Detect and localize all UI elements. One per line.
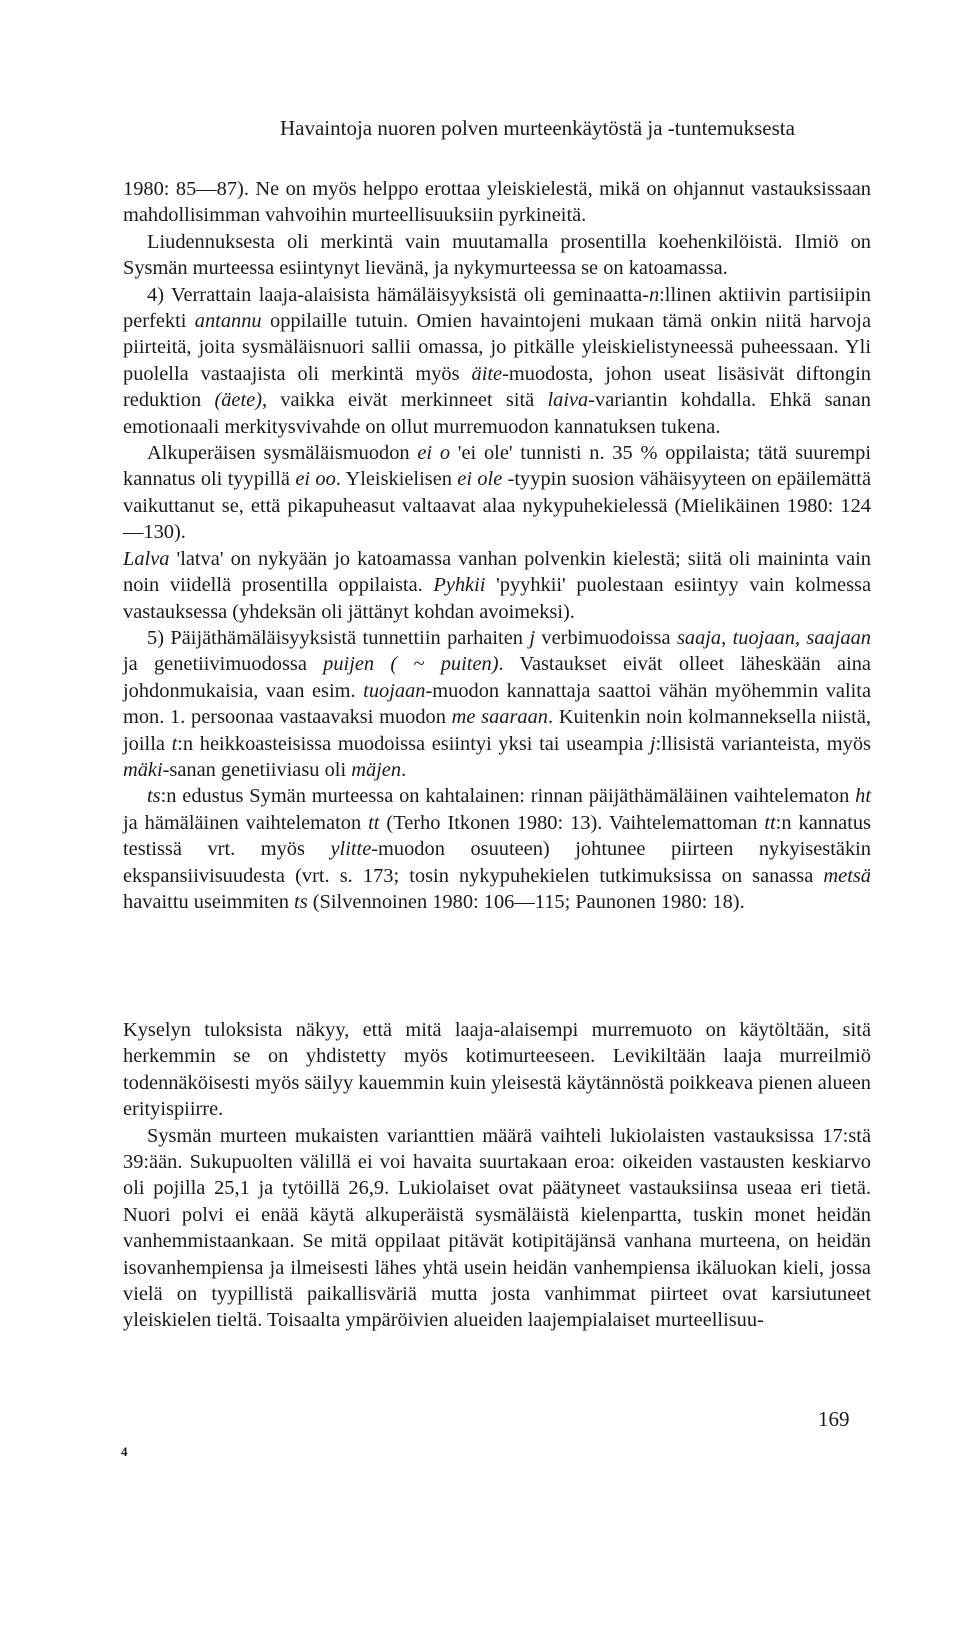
note-paragraph bbox=[123, 783, 871, 915]
italic-term: mäki bbox=[123, 758, 163, 781]
text-run: 5) Päijäthämäläisyyksistä tunnettiin parhaiten bbox=[147, 626, 530, 649]
body-paragraph bbox=[123, 1123, 871, 1334]
text-run: 'latva' on nykyään jo katoamassa vanhan polvenkin kielestä; siitä oli maininta vain noin viidellä prosentilla oppilaista. bbox=[123, 547, 871, 597]
note-paragraph bbox=[123, 546, 871, 625]
note-paragraph bbox=[123, 282, 871, 440]
text-run: Liudennuksesta oli merkintä vain muutamalla prosentilla koehenkilöistä. Ilmiö on Sysmän murteessa esiintynyt lievänä, ja nykymurteessa se on katoamassa. bbox=[123, 230, 871, 280]
page-number: 169 bbox=[818, 1407, 850, 1431]
text-run: -muodon osuuteen) johtunee piirteen nykyisestäkin ekspansiivisuudesta (vrt. s. 173; tosin nykypuhekielen tutkimuksissa on sanassa bbox=[123, 838, 871, 887]
italic-term: Lalva bbox=[123, 547, 170, 570]
text-run: 1980: 85—87). Ne on myös helppo erottaa yleiskielestä, mikä on ohjannut vastauksissaan mahdollisimman vahvoihin murteellisuuksiin pyrkineitä. bbox=[123, 178, 871, 227]
italic-term: ei ole bbox=[457, 468, 503, 491]
italic-term: j bbox=[529, 626, 536, 649]
italic-term: me saaraan bbox=[451, 706, 549, 729]
text-run: :llinen aktiivin partisiipin perfekti bbox=[123, 283, 871, 333]
text-run: -variantin kohdalla. Ehkä sanan emotionaali merkitysvivahde on ollut murremuodon kannatuksen tukena. bbox=[123, 389, 871, 438]
note-paragraph bbox=[123, 229, 871, 282]
text-run: , vaikka eivät merkinneet sitä bbox=[261, 389, 548, 412]
italic-term: ei o bbox=[417, 442, 451, 465]
text-run: . Vastaukset eivät olleet läheskään aina johdonmukaisia, vaan esim. bbox=[123, 653, 871, 702]
running-head: Havaintoja nuoren polven murteenkäytöstä ja -tuntemuksesta bbox=[280, 116, 795, 140]
italic-term: ei oo bbox=[295, 468, 336, 491]
italic-term: ylitte bbox=[330, 838, 372, 861]
note-paragraph bbox=[123, 440, 871, 546]
text-run: :llisistä varianteista, myös bbox=[655, 732, 871, 755]
italic-term: (äete) bbox=[214, 389, 262, 412]
text-run: (Terho Itkonen 1980: 13). Vaihtelemattoman bbox=[379, 811, 765, 834]
italic-term: tt bbox=[368, 811, 380, 834]
text-run: -sanan genetiiviasu oli bbox=[162, 758, 352, 781]
text-run: (Silvennoinen 1980: 106—115; Paunonen 1980: 18). bbox=[307, 890, 745, 913]
italic-term: ts bbox=[294, 890, 308, 913]
italic-term: mäjen bbox=[351, 758, 402, 781]
italic-term: metsä bbox=[823, 864, 871, 887]
text-run: havaittu useimmiten bbox=[123, 890, 295, 913]
italic-term: saaja, tuojaan, saajaan bbox=[676, 626, 871, 649]
body-paragraph bbox=[123, 1017, 871, 1123]
italic-term: n bbox=[648, 283, 660, 306]
text-run: -muodon kannattaja saattoi vähän myöhemmin valita mon. 1. persoonaa vastaavaksi muodon bbox=[123, 679, 871, 729]
italic-term: ht bbox=[855, 785, 871, 808]
italic-term: Pyhkii bbox=[433, 574, 486, 597]
italic-term: antannu bbox=[194, 310, 262, 333]
italic-term: tuojaan bbox=[363, 679, 426, 702]
italic-term: ts bbox=[147, 785, 161, 808]
text-run: Sysmän murteen mukaisten varianttien määrä vaihteli lukiolaisten vastauksissa 17:stä 39:ään. Sukupuolten välillä ei voi havaita suurtakaan eroa: oikeiden vastausten keskiarvo oli pojilla 25,1 ja tytöillä 26,9. Lukiolaiset ovat päätyneet vastauksiinsa useaa eri tietä. Nuori polvi ei enää käytä alkuperäistä sysmäläistä kielenpartta, tuskin monet heidän vanhemmistaankaan. Se mitä oppilaat pitävät kotipitäjänsä vanhana murteena, on heidän isovanhempiensa ja ilmeisesti lähes yhtä usein heidän vanhempiensa ikäluokan kieli, jossa vielä on tyypillistä paikallisväriä mutta josta vanhimmat piirteet ovat karsiutuneet yleiskielen tieltä. Toisaalta ympäröivien alueiden laajempialaiset murteellisuu- bbox=[123, 1124, 871, 1332]
text-run: :n kannatus testissä vrt. myös bbox=[123, 811, 871, 861]
italic-term: äite bbox=[471, 362, 503, 385]
text-run: Alkuperäisen sysmäläismuodon bbox=[147, 442, 418, 465]
italic-term: tt bbox=[764, 811, 776, 834]
text-run: Kyselyn tuloksista näkyy, että mitä laaja-alaisempi murremuoto on käytöltään, sitä herkemmin se on yhdistetty myös kotimurteeseen. Levikiltään laaja murreilmiö todennäköisesti myös säilyy kauemmin kuin yleisestä käytännöstä poikkeava pienen alueen erityispiirre. bbox=[123, 1019, 871, 1121]
text-run: verbimuodoissa bbox=[535, 626, 677, 649]
italic-term: t bbox=[171, 732, 178, 755]
note-paragraph bbox=[123, 625, 871, 783]
italic-term: puijen ( ~ puiten) bbox=[323, 653, 499, 676]
text-run: :n heikkoasteisissa muodoissa esiintyi yksi tai useampia bbox=[177, 732, 650, 755]
text-run: -tyypin suosion vähäisyyteen on epäilemättä vaikuttanut se, että pikapuheasut valtaavat alaa nykypuhekielessä (Mielikäinen 1980: 124—130). bbox=[123, 468, 871, 544]
text-run: . Yleiskielisen bbox=[335, 468, 458, 491]
corner-mark: 4 bbox=[121, 1444, 128, 1459]
notes-section bbox=[123, 176, 871, 915]
text-run: 4) Verrattain laaja-alaisista hämäläisyyksistä oli geminaatta- bbox=[147, 283, 649, 306]
text-run: 'pyyhkii' puolestaan esiintyy vain kolmessa vastauksessa (yhdeksän oli jättänyt kohdan avoimeksi). bbox=[123, 574, 871, 623]
text-run: -muodosta, johon useat lisäsivät diftongin reduktion bbox=[123, 362, 871, 412]
text-run: ja genetiivimuodossa bbox=[123, 653, 324, 676]
italic-term: j bbox=[649, 732, 656, 755]
text-run: ja hämäläinen vaihtelematon bbox=[123, 811, 369, 834]
text-run: 'ei ole' tunnisti n. 35 % oppilaista; tätä suurempi kannatus oli tyypillä bbox=[123, 442, 871, 491]
text-run: oppilaille tutuin. Omien havaintojeni mukaan tämä onkin niitä harvoja piirteitä, joita sysmäläisnuori sallii omassa, jo pitkälle yleiskielistyneessä puheessaan. Yli puolella vastaajista oli merkintä myös bbox=[123, 310, 872, 385]
text-run: . Kuitenkin noin kolmanneksella niistä, joilla bbox=[123, 706, 871, 755]
body-section bbox=[123, 1017, 871, 1334]
text-run: :n edustus Symän murteessa on kahtalainen: rinnan päijäthämäläinen vaihtelematon bbox=[160, 785, 856, 808]
text-run: . bbox=[401, 758, 407, 781]
italic-term: laiva bbox=[547, 389, 589, 412]
note-paragraph bbox=[123, 176, 871, 229]
